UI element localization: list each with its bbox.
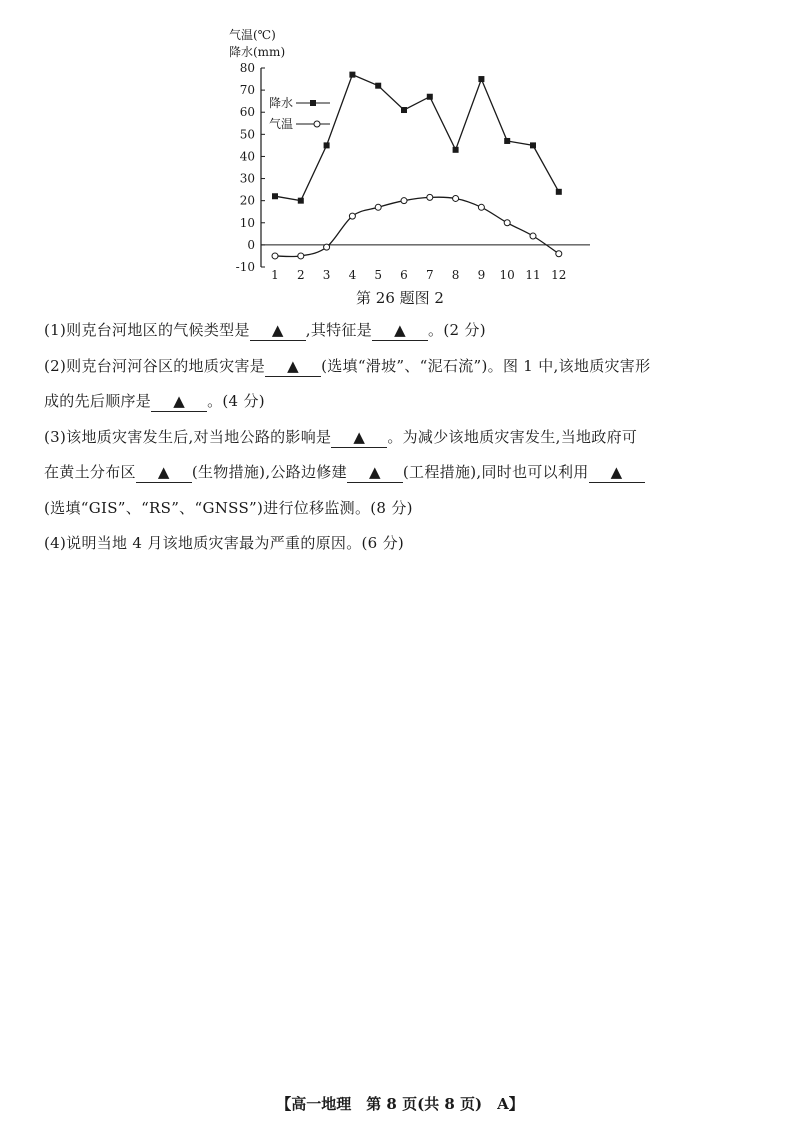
temperature-point — [272, 253, 278, 259]
precipitation-point — [401, 107, 407, 113]
triangle-marker-icon: ▲ — [353, 428, 366, 446]
q3-answer-blank-4[interactable] — [589, 462, 645, 483]
legend-marker-temperature — [314, 121, 320, 127]
x-tick-labels — [271, 268, 566, 280]
climate-chart — [220, 22, 600, 280]
y-tick-label: 30 — [239, 171, 255, 186]
x-tick-label: 12 — [551, 268, 567, 280]
q2-answer-blank-2[interactable] — [151, 391, 207, 412]
q1-text-a: (1)则克台河地区的气候类型是 — [44, 321, 250, 339]
precipitation-point — [427, 94, 433, 100]
chart-axes — [261, 68, 590, 267]
temperature-point — [324, 244, 330, 250]
q1-answer-blank-2[interactable] — [372, 320, 428, 341]
precipitation-point — [478, 76, 484, 82]
temperature-point — [349, 213, 355, 219]
q3-answer-blank-1[interactable] — [331, 427, 387, 448]
temperature-point — [401, 198, 407, 204]
x-tick-label: 11 — [525, 268, 541, 280]
y-tick-label: 80 — [239, 61, 255, 75]
temperature-point — [530, 233, 536, 239]
y-tick-label: 40 — [239, 149, 255, 164]
temperature-point — [298, 253, 304, 259]
x-tick-label: 10 — [499, 268, 515, 280]
legend-label-temperature: 气温 — [269, 117, 294, 131]
precipitation-point — [349, 72, 355, 78]
y-tick-label: 10 — [239, 215, 255, 230]
q3-answer-blank-3[interactable] — [347, 462, 403, 483]
x-tick-label: 5 — [374, 268, 383, 280]
x-tick-label: 4 — [348, 268, 357, 280]
temperature-point — [504, 220, 510, 226]
q2-text-d: 。(4 分) — [207, 392, 265, 410]
y-tick-label: 50 — [239, 127, 255, 142]
y-axis-label-temperature: 气温(℃) — [229, 28, 276, 42]
question-2-line-2 — [44, 384, 780, 419]
x-tick-label: 6 — [400, 268, 408, 280]
legend-marker-precipitation — [310, 100, 316, 106]
q3-text-f: (选填“GIS”、“RS”、“GNSS”)进行位移监测。(8 分) — [44, 499, 413, 517]
q3-text-c: 在黄土分布区 — [44, 463, 136, 481]
precipitation-point — [272, 193, 278, 199]
precipitation-point — [298, 198, 304, 204]
temperature-series-line — [275, 197, 559, 256]
figure-caption: 第 26 题图 2 — [356, 289, 444, 307]
q1-text-c: 。(2 分) — [428, 321, 486, 339]
question-4 — [44, 526, 780, 561]
triangle-marker-icon: ▲ — [173, 392, 186, 410]
legend-label-precipitation: 降水 — [269, 96, 294, 110]
q1-text-b: ,其特征是 — [305, 321, 373, 339]
question-1 — [44, 313, 780, 348]
x-tick-label: 8 — [451, 268, 460, 280]
y-tick-label: 20 — [239, 193, 255, 208]
precipitation-point — [453, 147, 459, 153]
chart-series — [272, 72, 562, 259]
y-tick-label: 60 — [239, 105, 255, 120]
question-3-line-1 — [44, 420, 780, 455]
q3-answer-blank-2[interactable] — [136, 462, 192, 483]
triangle-marker-icon: ▲ — [271, 321, 284, 339]
question-3-line-3 — [44, 491, 780, 526]
q2-text-c: 成的先后顺序是 — [44, 392, 152, 410]
precipitation-point — [375, 83, 381, 89]
temperature-point — [556, 251, 562, 257]
q2-answer-blank-1[interactable] — [265, 356, 321, 377]
x-tick-label: 2 — [296, 268, 305, 280]
x-tick-label: 1 — [271, 268, 279, 280]
triangle-marker-icon: ▲ — [368, 463, 381, 481]
precipitation-point — [530, 142, 536, 148]
y-tick-label: 0 — [247, 237, 255, 252]
temperature-point — [453, 195, 459, 201]
triangle-marker-icon: ▲ — [157, 463, 170, 481]
q3-text-b: 。为减少该地质灾害发生,当地政府可 — [387, 428, 638, 446]
q3-text-d: (生物措施),公路边修建 — [191, 463, 347, 481]
y-axis-label-precipitation: 降水(mm) — [229, 45, 286, 59]
y-tick-label: 70 — [239, 83, 255, 98]
temperature-point — [375, 204, 381, 210]
x-tick-label: 7 — [425, 268, 434, 280]
question-3-line-2 — [44, 455, 780, 490]
triangle-marker-icon: ▲ — [394, 321, 406, 339]
q1-answer-blank-1[interactable] — [250, 320, 306, 341]
y-tick-label: -10 — [235, 260, 255, 274]
precipitation-point — [556, 189, 562, 195]
page-footer: 【高一地理 第 8 页(共 8 页) A】 — [276, 1095, 524, 1113]
triangle-marker-icon: ▲ — [287, 357, 299, 375]
precipitation-point — [324, 142, 330, 148]
temperature-point — [427, 194, 433, 200]
q3-text-e: (工程措施),同时也可以利用 — [402, 463, 589, 481]
q2-text-a: (2)则克台河河谷区的地质灾害是 — [44, 357, 266, 375]
q4-text-a: (4)说明当地 4 月该地质灾害最为严重的原因。(6 分) — [44, 534, 405, 552]
triangle-marker-icon: ▲ — [610, 463, 623, 481]
q2-text-b: (选填“滑坡”、“泥石流”)。图 1 中,该地质灾害形 — [321, 357, 651, 375]
x-tick-label: 9 — [477, 268, 486, 280]
precipitation-point — [504, 138, 510, 144]
temperature-point — [478, 204, 484, 210]
q3-text-a: (3)该地质灾害发生后,对当地公路的影响是 — [44, 428, 332, 446]
chart-legend — [269, 95, 330, 131]
precipitation-series-line — [275, 75, 559, 201]
x-tick-label: 3 — [322, 268, 331, 280]
question-2-line-1 — [44, 349, 780, 384]
